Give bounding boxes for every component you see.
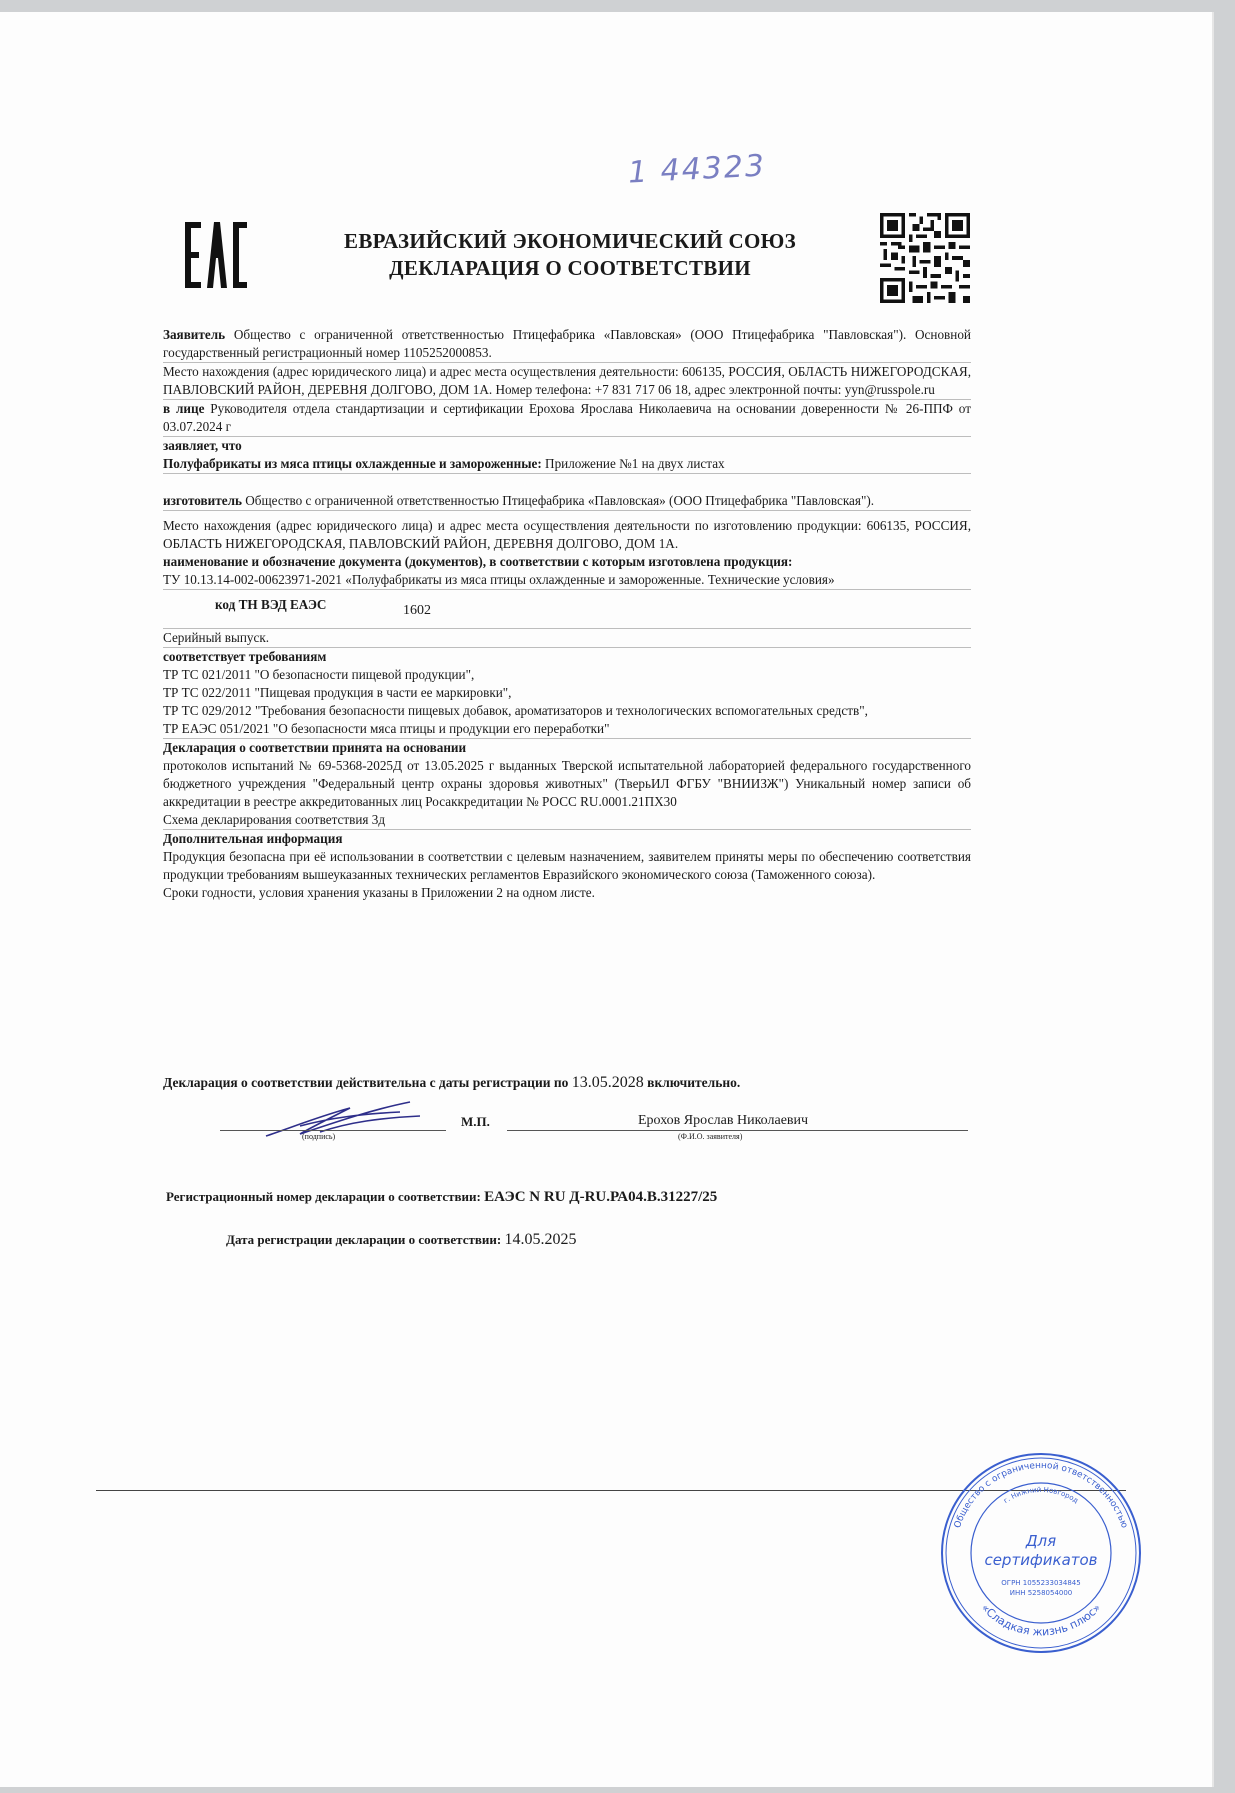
signature-caption: (подпись) [302, 1132, 336, 1141]
registration-date: 14.05.2025 [504, 1231, 577, 1248]
applicant-label: Заявитель [163, 327, 226, 342]
product-block [163, 455, 971, 474]
signatory-caption: (Ф.И.О. заявителя) [678, 1132, 743, 1141]
release-type: Серийный выпуск. [163, 629, 971, 648]
registration-number: ЕАЭС N RU Д-RU.РА04.В.31227/25 [484, 1189, 718, 1205]
company-stamp [938, 1450, 1144, 1656]
registration-number-line [166, 1189, 717, 1206]
requirements-label: соответствует требованиям [163, 649, 327, 664]
signatory-name: Ерохов Ярослав Николаевич [638, 1113, 809, 1128]
registration-date-label: Дата регистрации декларации о соответствии: [226, 1232, 502, 1247]
validity-prefix: Декларация о соответствии действительна с даты регистрации по [163, 1075, 569, 1090]
stamp-ogrn: ОГРН 1055233034845 [1001, 1579, 1081, 1587]
representative-label: в лице [163, 401, 205, 416]
applicant-block [163, 326, 971, 363]
manufacturer-address: Место нахождения (адрес юридического лица) и адрес места осуществления деятельности по изготовлению продукции: 606135, РОССИЯ, ОБЛАСТЬ НИЖЕГОРОДСКАЯ, ПАВЛОВСКИЙ РАЙОН, ДЕРЕВНЯ ДОЛГОВО, ДОМ 1А. [163, 518, 971, 551]
stamp-inn: ИНН 5258054000 [1009, 1589, 1073, 1597]
qr-code-icon [880, 213, 970, 303]
signature-icon [260, 1098, 430, 1142]
tnved-row [163, 596, 971, 629]
declaration-scheme: Схема декларирования соответствия 3д [163, 811, 971, 830]
stamp-line2: сертификатов [984, 1551, 1098, 1569]
signature-row [220, 1106, 968, 1146]
requirement-item: ТР ЕАЭС 051/2021 "О безопасности мяса птицы и продукции его переработки" [163, 720, 971, 739]
document-heading [300, 228, 840, 282]
tnved-value: 1602 [403, 603, 431, 618]
stamp-city: г. Нижний Новгород [1002, 1485, 1080, 1505]
shelf-life-text: Сроки годности, условия хранения указаны в Приложении 2 на одном листе. [163, 885, 595, 900]
applicant-address: Место нахождения (адрес юридического лица) и адрес места осуществления деятельности: 606135, РОССИЯ, ОБЛАСТЬ НИЖЕГОРОДСКАЯ, ПАВЛОВСКИЙ РАЙОН, ДЕРЕВНЯ ДОЛГОВО, ДОМ 1А. Номер телефона: +7 831 717 06 18, адрес электронной почты: yyn@russpole.ru [163, 363, 971, 400]
requirement-item: ТР ТС 022/2011 "Пищевая продукция в части ее маркировки", [163, 685, 512, 700]
requirement-item: ТР ТС 021/2011 "О безопасности пищевой продукции", [163, 667, 475, 682]
heading-union: ЕВРАЗИЙСКИЙ ЭКОНОМИЧЕСКИЙ СОЮЗ [344, 229, 796, 253]
heading-declaration: ДЕКЛАРАЦИЯ О СООТВЕТСТВИИ [389, 256, 751, 280]
representative-text: Руководителя отдела стандартизации и сертификации Ерохова Ярослава Николаевича на основании доверенности № 26-ППФ от 03.07.2024 г [163, 401, 971, 434]
product-name: Полуфабрикаты из мяса птицы охлажденные и замороженные: [163, 456, 542, 471]
document-label: наименование и обозначение документа (документов), в соответствии с которым изготовлена продукция: [163, 554, 793, 569]
validity-date: 13.05.2028 [571, 1074, 644, 1091]
additional-label: Дополнительная информация [163, 831, 343, 846]
declaration-body [163, 326, 971, 902]
seal-place-label: М.П. [461, 1114, 490, 1129]
validity-line [163, 1074, 740, 1092]
basis-label: Декларация о соответствии принята на основании [163, 740, 467, 755]
requirement-item: ТР ТС 029/2012 "Требования безопасности пищевых добавок, ароматизаторов и технологических вспомогательных средств", [163, 703, 868, 718]
product-appendix: Приложение №1 на двух листах [541, 456, 725, 471]
stamp-outer-text: Общество с ограниченной ответственностью [952, 1460, 1130, 1530]
representative-block [163, 400, 971, 437]
manufacturer-name: Общество с ограниченной ответственностью Птицефабрика «Павловская» (ООО Птицефабрика "Павловская"). [241, 493, 875, 508]
declares-label: заявляет, что [163, 438, 242, 453]
document-page [0, 12, 1214, 1787]
applicant-name: Общество с ограниченной ответственностью Птицефабрика «Павловская» (ООО Птицефабрика "Павловская"). Основной государственный регистрационный номер 1105252000853. [163, 327, 971, 360]
svg-text:«Сладкая жизнь плюс» [979, 1601, 1104, 1638]
basis-value: протоколов испытаний № 69-5368-2025Д от 13.05.2025 г выданных Тверской испытательной лабораторией федерального государственного бюджетного учреждения "Федеральный центр охраны здоровья животных" (ТверьИЛ ФГБУ "ВНИИЗЖ") Уникальный номер записи об аккредитации в реестре аккредитованных лиц Росаккредитации № РОСС RU.0001.21ПХ30 [163, 758, 971, 809]
tnved-label: код ТН ВЭД ЕАЭС [215, 597, 327, 612]
eac-logo [185, 222, 247, 288]
manufacturer-label: изготовитель [163, 493, 242, 508]
document-value: ТУ 10.13.14-002-00623971-2021 «Полуфабрикаты из мяса птицы охлажденные и замороженные. Технические условия» [163, 571, 971, 590]
stamp-bottom-text: «Сладкая жизнь плюс» [978, 1601, 1104, 1639]
validity-suffix: включительно. [647, 1075, 741, 1090]
stamp-line1: Для [1025, 1532, 1057, 1550]
manufacturer-block [163, 492, 971, 511]
registration-number-label: Регистрационный номер декларации о соответствии: [166, 1189, 481, 1204]
handwritten-number: 1 44323 [627, 148, 767, 191]
additional-text: Продукция безопасна при её использовании в соответствии с целевым назначением, заявителем приняты меры по обеспечению соответствия продукции требованиям вышеуказанных технических регламентов Евразийского экономического союза (Таможенного союза). [163, 849, 971, 882]
registration-date-line [226, 1231, 576, 1249]
